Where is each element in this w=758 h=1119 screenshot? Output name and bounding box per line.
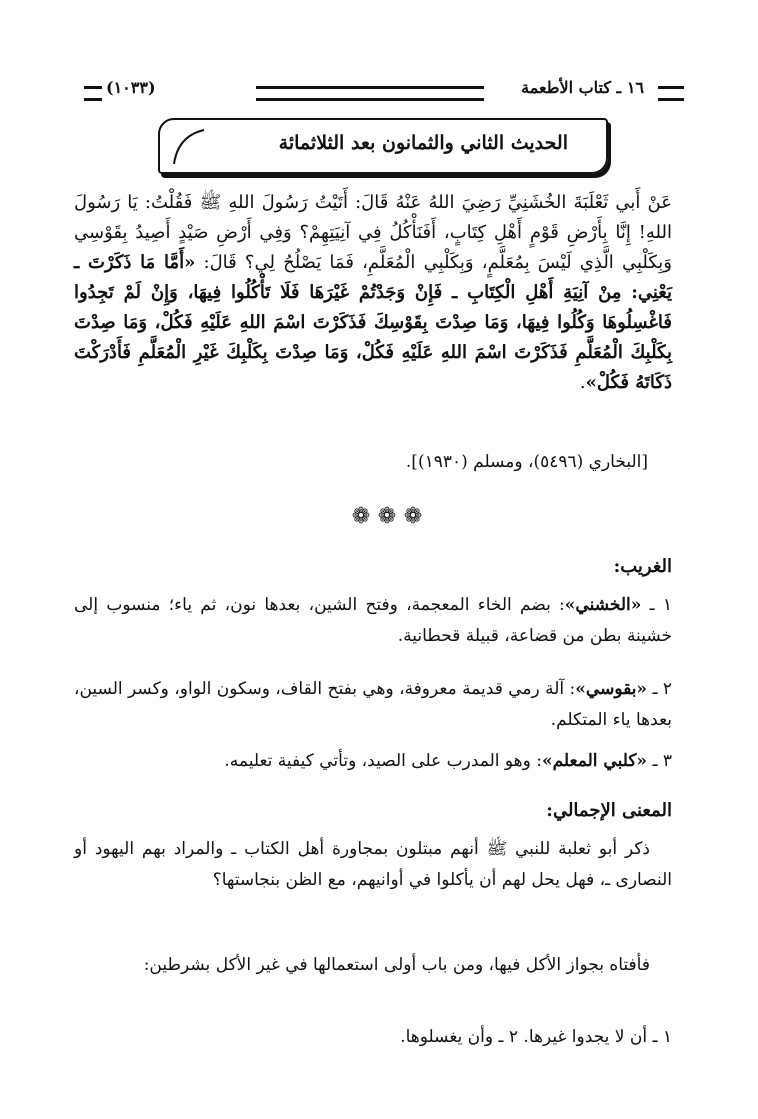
header-rule-middle xyxy=(256,86,484,101)
flower-ornament-icon: ❁ xyxy=(377,504,397,529)
gloss-item xyxy=(74,746,672,777)
flower-ornament-icon: ❁ xyxy=(351,504,371,529)
gloss-definition: : بضم الخاء المعجمة، وفتح الشين، بعدها نون، ثم ياء؛ منسوب إلى خشينة بطن من قضاعة، قبيلة قحطانية. xyxy=(74,595,672,646)
gloss-term: «بقوسي» xyxy=(575,679,648,699)
section-separator xyxy=(332,505,426,529)
gloss-definition: : وهو المدرب على الصيد، وتأتي كيفية تعليمه. xyxy=(224,751,542,771)
running-header xyxy=(84,78,684,102)
gloss-term: «كلبي المعلم» xyxy=(541,751,648,771)
hadith-prophet-saying: «أَمَّا مَا ذَكَرْتَ ـ يَعْنِي: مِنْ آنِيَةِ أَهْلِ الْكِتَابِ ـ فَإِنْ وَجَدْتُمْ غَيْرَهَا فَلَا تَأْكُلُوا فِيهَا، وَإِنْ لَمْ تَجِدُوا فَاغْسِلُوهَا وَكُلُوا فِيهَا، وَمَا صِدْتَ بِقَوْسِكَ فَذَكَرْتَ اسْمَ اللهِ عَلَيْهِ فَكُلْ، وَمَا صِدْتَ بِكَلْبِكَ الْمُعَلَّمِ فَذَكَرْتَ اسْمَ اللهِ عَلَيْهِ فَكُلْ، وَمَا صِدْتَ بِكَلْبِكَ غَيْرِ الْمُعَلَّمِ فَأَدْرَكْتَ ذَكَاتَهُ فَكُلْ» xyxy=(74,252,672,393)
frame-corner-ornament xyxy=(168,126,208,166)
gloss-item xyxy=(74,674,672,736)
gloss-number: ١ ـ xyxy=(649,595,672,615)
hadith-narration: عَنْ أَبي ثَعْلَبَةَ الخُشَنِيِّ رَضِيَ اللهُ عَنْهُ قَالَ: أَتَيْتُ رَسُولَ اللهِ ﷺ فَقُلْتُ: يَا رَسُولَ اللهِ! إِنَّا بِأَرْضِ قَوْمٍ أَهْلِ كِتَابٍ، أَفَنَأْكُلُ فِي آنِيَتِهِمْ؟ وَفِي أَرْضِ صَيْدٍ أَصِيدُ بِقَوْسِي وَبِكَلْبِي الَّذِي لَيْسَ بِمُعَلَّمٍ، وَبِكَلْبِي الْمُعَلَّمِ، فَمَا يَصْلُحُ لِي؟ قَالَ: xyxy=(74,192,672,273)
hadith-title-frame xyxy=(158,118,608,174)
hadith-text xyxy=(74,188,672,398)
hadith-reference: [البخاري (٥٤٩٦)، ومسلم (١٩٣٠)]. xyxy=(405,452,648,472)
meaning-heading: المعنى الإجمالي: xyxy=(546,800,672,821)
gharib-heading: الغريب: xyxy=(613,556,672,577)
page-number: (١٠٣٣) xyxy=(106,78,156,97)
gloss-term: «الخشني» xyxy=(564,595,642,615)
hadith-title: الحديث الثاني والثمانون بعد الثلاثمائة xyxy=(278,132,568,154)
meaning-paragraph: فأفتاه بجواز الأكل فيها، ومن باب أولى استعمالها في غير الأكل بشرطين: xyxy=(143,955,650,975)
meaning-conditions: ١ ـ أن لا يجدوا غيرها. ٢ ـ وأن يغسلوها. xyxy=(400,1027,672,1047)
header-rule-right xyxy=(658,86,684,101)
flower-ornament-icon: ❁ xyxy=(403,504,423,529)
gloss-number: ٢ ـ xyxy=(652,679,672,699)
meaning-paragraph: ذكر أبو ثعلبة للنبي ﷺ أنهم مبتلون بمجاورة أهل الكتاب ـ والمراد بهم اليهود أو النصارى ـ، فهل يحل لهم أن يأكلوا في أوانيهم، مع الظن بنجاستها؟ xyxy=(74,839,672,890)
gloss-number: ٣ ـ xyxy=(652,751,672,771)
chapter-title: ١٦ ـ كتاب الأطعمة xyxy=(521,78,644,97)
header-rule-left xyxy=(84,86,102,101)
gloss-item xyxy=(74,590,672,652)
hadith-end: . xyxy=(579,372,586,393)
gloss-definition: : آلة رمي قديمة معروفة، وهي بفتح القاف، وسكون الواو، وكسر السين، بعدها ياء المتكلم. xyxy=(74,679,672,730)
